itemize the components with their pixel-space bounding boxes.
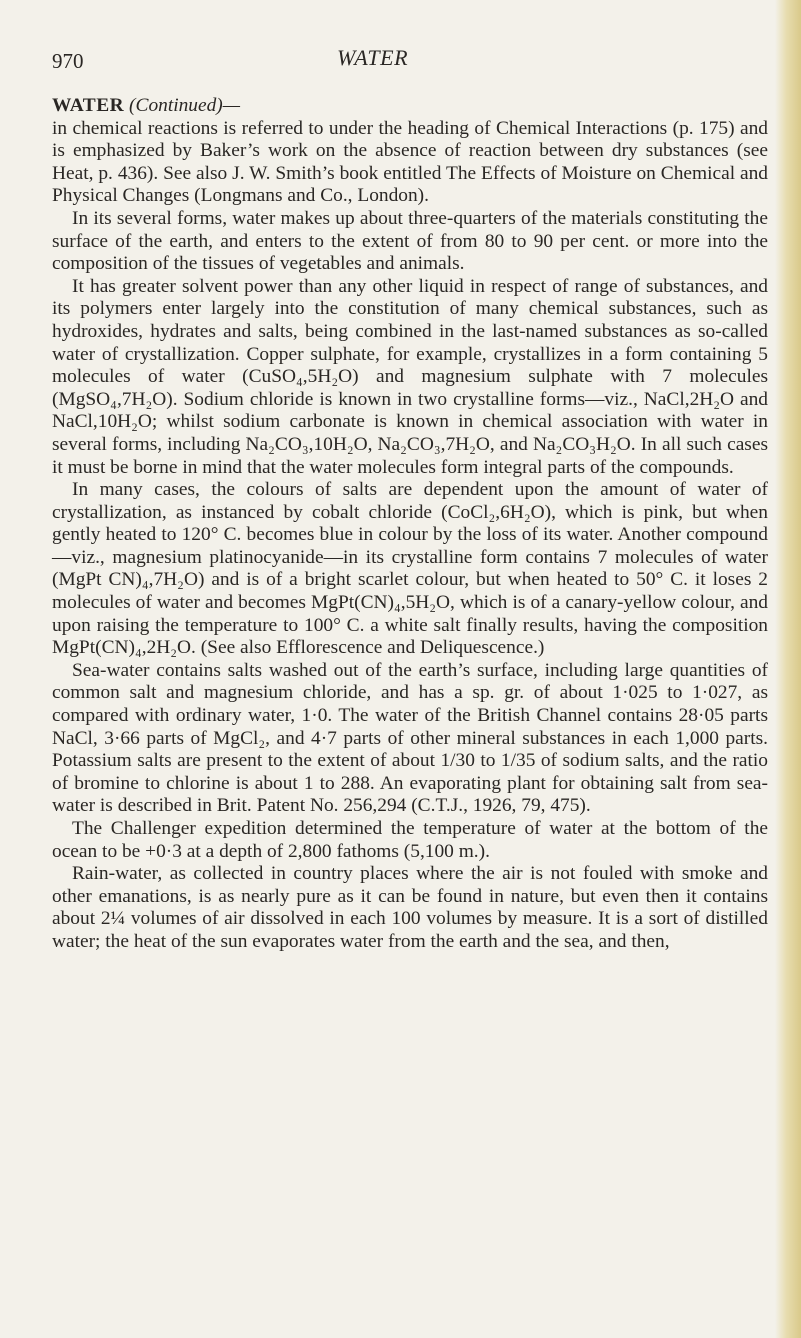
paragraph-1 — [52, 95, 768, 208]
paragraph-1-text: in chemical reactions is referred to under the heading of Chemical Interactions (p. 175) and is emphasized by Baker’s work on the absence of reaction between dry substances (see Heat, p. 436). See also J. W. Smith’s book entitled The Effects of Moisture on Chemical and Physical Changes (Longmans and Co., London). — [52, 117, 768, 207]
page-number: 970 — [52, 49, 84, 73]
entry-heading: WATER — [52, 95, 125, 116]
entry-continued: (Continued)— — [129, 95, 240, 116]
paragraph-4: In many cases, the colours of salts are dependent upon the amount of water of crystallization, as instanced by cobalt chloride (CoCl₂,6H₂O), which is pink, but when gently heated to 120° C. becomes blue in colour by the loss of its water. Another compound—viz., magnesium platinocyanide—in its crystalline form contains 7 molecules of water (MgPt CN)₄,7H₂O) and is of a bright scarlet colour, but when heated to 50° C. it loses 2 molecules of water and becomes MgPt(CN)₄,5H₂O, which is of a canary-yellow colour, and upon raising the temperature to 100° C. a white salt finally results, having the composition MgPt(CN)₄,2H₂O. (See also Efflorescence and Deliquescence.) — [52, 479, 768, 659]
paragraph-2: In its several forms, water makes up about three-quarters of the materials constituting the surface of the earth, and enters to the extent of from 80 to 90 per cent. or more into the composition of the tissues of vegetables and animals. — [52, 207, 768, 275]
page — [52, 0, 768, 954]
paragraph-7: Rain-water, as collected in country places where the air is not fouled with smoke and other emanations, is as nearly pure as it can be found in nature, but even then it contains about 2¼ volumes of air dissolved in each 100 volumes by measure. It is a sort of distilled water; the heat of the sun evaporates water from the earth and the sea, and then, — [52, 863, 768, 952]
page-header — [52, 0, 768, 95]
article-body — [52, 95, 768, 954]
paragraph-5: Sea-water contains salts washed out of the earth’s surface, including large quantities of common salt and magnesium chloride, and has a sp. gr. of about 1·025 to 1·027, as compared with ordinary water, 1·0. The water of the British Channel contains 28·05 parts NaCl, 3·66 parts of MgCl₂, and 4·7 parts of other mineral substances in each 1,000 parts. Potassium salts are present to the extent of about 1/30 to 1/35 of sodium salts, and the ratio of bromine to chlorine is about 1 to 288. An evaporating plant for obtaining salt from sea-water is described in Brit. Patent No. 256,294 (C.T.J., 1926, 79, 475). — [52, 659, 768, 817]
paragraph-3: It has greater solvent power than any other liquid in respect of range of substances, and its polymers enter largely into the constitution of many chemical substances, such as hydroxides, hydrates and salts, being combined in the last-named substances as so-called water of crystallization. Copper sulphate, for example, crystallizes in a form containing 5 molecules of water (CuSO₄,5H₂O) and magnesium sulphate with 7 molecules (MgSO₄,7H₂O). Sodium chloride is known in two crystalline forms—viz., NaCl,2H₂O and NaCl,10H₂O; whilst sodium carbonate is known in chemical association with water in several forms, including Na₂CO₃,10H₂O, Na₂CO₃,7H₂O, and Na₂CO₃H₂O. In all such cases it must be borne in mind that the water molecules form integral parts of the compounds. — [52, 275, 768, 478]
page-edge — [775, 0, 801, 1338]
running-head: WATER — [337, 45, 409, 70]
paragraph-6: The Challenger expedition determined the temperature of water at the bottom of the ocean to be +0·3 at a depth of 2,800 fathoms (5,100 m.). — [52, 818, 768, 862]
